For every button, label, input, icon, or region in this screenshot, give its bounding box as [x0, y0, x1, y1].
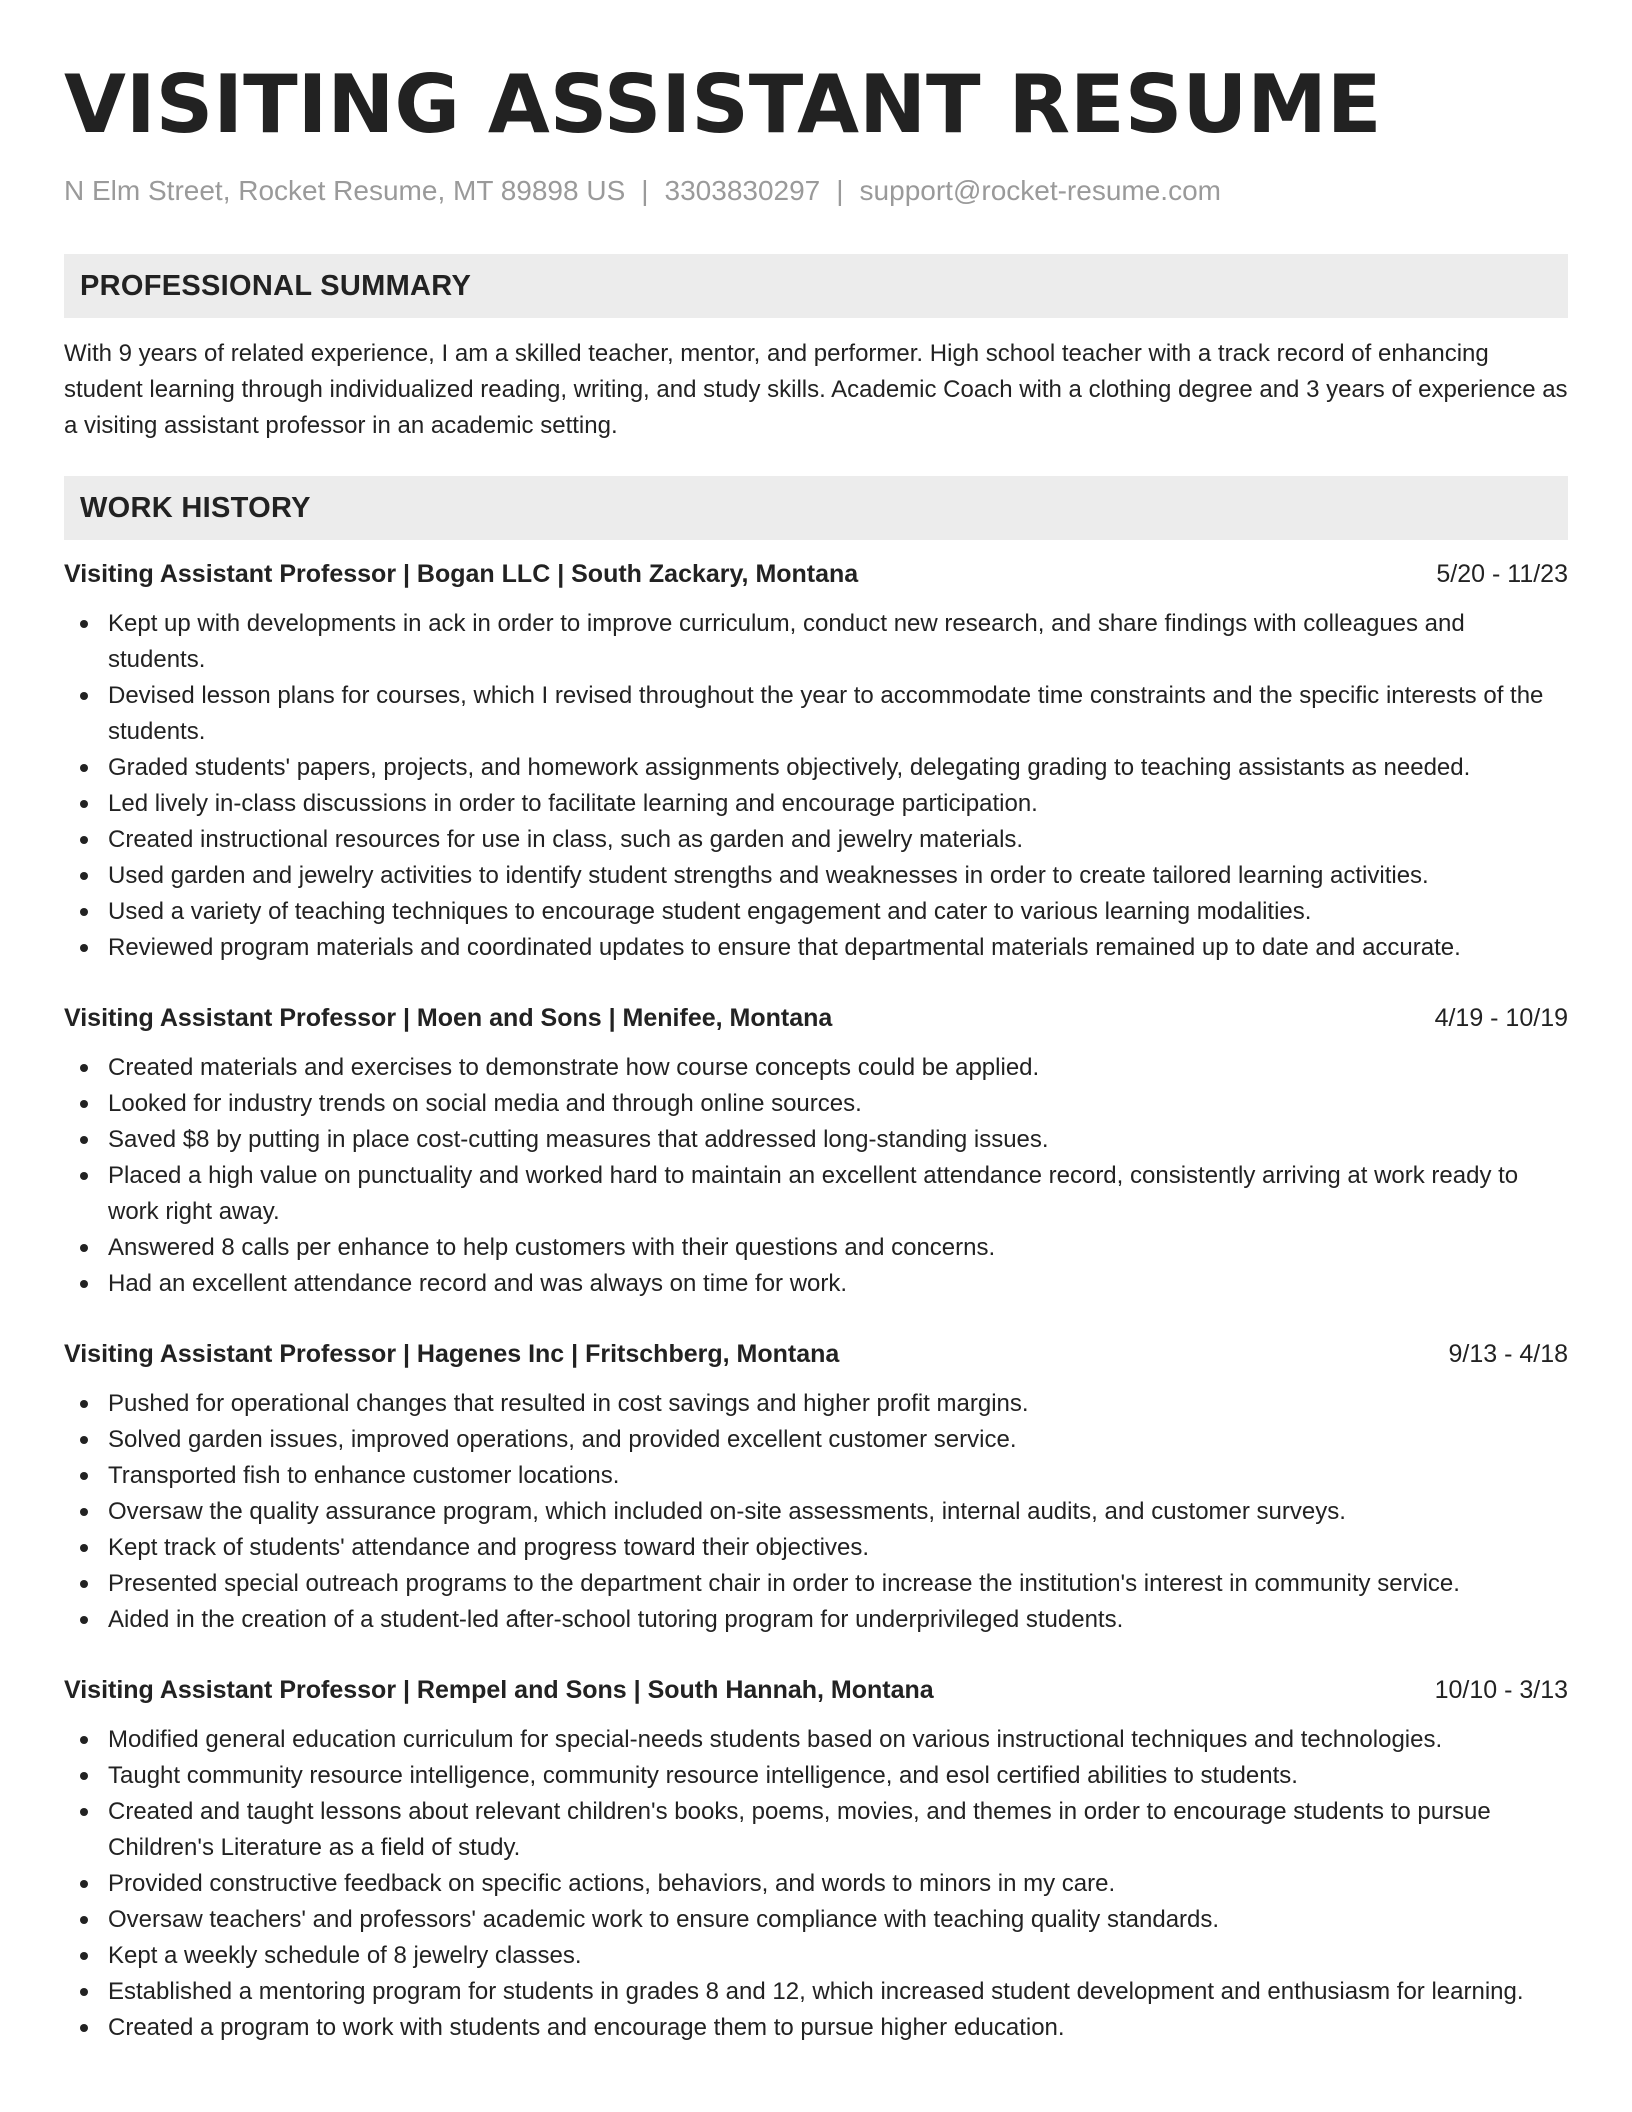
job-header — [64, 1000, 1568, 1036]
job-bullet: Kept up with developments in ack in order to improve curriculum, conduct new research, and share findings with colleagues and students. — [108, 606, 1568, 678]
job-title: Visiting Assistant Professor | Moen and Sons | Menifee, Montana — [64, 1004, 833, 1032]
job-bullet: Created and taught lessons about relevant children's books, poems, movies, and themes in order to encourage students to pursue Children's Literature as a field of study. — [108, 1794, 1568, 1866]
job-bullet: Used garden and jewelry activities to identify student strengths and weaknesses in order to create tailored learning activities. — [108, 858, 1568, 894]
contact-email: support@rocket-resume.com — [859, 175, 1221, 206]
job-header — [64, 556, 1568, 592]
contact-separator: | — [641, 175, 649, 206]
job-dates: 10/10 - 3/13 — [1434, 1676, 1568, 1704]
work-history-list — [64, 556, 1568, 2046]
job-title: Visiting Assistant Professor | Rempel and Sons | South Hannah, Montana — [64, 1676, 934, 1704]
professional-summary-heading: PROFESSIONAL SUMMARY — [64, 254, 1568, 318]
job-bullet: Used a variety of teaching techniques to encourage student engagement and cater to various learning modalities. — [108, 894, 1568, 930]
job-bullet: Created materials and exercises to demonstrate how course concepts could be applied. — [108, 1050, 1568, 1086]
contact-phone: 3303830297 — [664, 175, 821, 206]
job-bullet: Had an excellent attendance record and was always on time for work. — [108, 1266, 1568, 1302]
contact-line — [64, 174, 1568, 208]
job-dates: 5/20 - 11/23 — [1436, 560, 1568, 588]
job-title: Visiting Assistant Professor | Bogan LLC | South Zackary, Montana — [64, 560, 859, 588]
job-dates: 4/19 - 10/19 — [1434, 1004, 1568, 1032]
job-bullet: Transported fish to enhance customer locations. — [108, 1458, 1568, 1494]
job-bullet: Led lively in-class discussions in order to facilitate learning and encourage participation. — [108, 786, 1568, 822]
job-bullet-list — [64, 1050, 1568, 1302]
work-history-heading: WORK HISTORY — [64, 476, 1568, 540]
job-bullet: Devised lesson plans for courses, which I revised throughout the year to accommodate time constraints and the specific interests of the students. — [108, 678, 1568, 750]
job-bullet-list — [64, 1722, 1568, 2046]
job-entry — [64, 1672, 1568, 2046]
job-header — [64, 1336, 1568, 1372]
job-bullet-list — [64, 1386, 1568, 1638]
job-bullet: Established a mentoring program for students in grades 8 and 12, which increased student development and enthusiasm for learning. — [108, 1974, 1568, 2010]
job-bullet: Created instructional resources for use in class, such as garden and jewelry materials. — [108, 822, 1568, 858]
job-bullet: Answered 8 calls per enhance to help customers with their questions and concerns. — [108, 1230, 1568, 1266]
job-bullet: Kept track of students' attendance and progress toward their objectives. — [108, 1530, 1568, 1566]
job-bullet: Solved garden issues, improved operations, and provided excellent customer service. — [108, 1422, 1568, 1458]
job-bullet: Modified general education curriculum for special-needs students based on various instructional techniques and technologies. — [108, 1722, 1568, 1758]
job-bullet: Presented special outreach programs to the department chair in order to increase the institution's interest in community service. — [108, 1566, 1568, 1602]
job-bullet: Reviewed program materials and coordinated updates to ensure that departmental materials remained up to date and accurate. — [108, 930, 1568, 966]
job-bullet: Created a program to work with students and encourage them to pursue higher education. — [108, 2010, 1568, 2046]
job-bullet: Looked for industry trends on social media and through online sources. — [108, 1086, 1568, 1122]
job-bullet: Graded students' papers, projects, and homework assignments objectively, delegating grading to teaching assistants as needed. — [108, 750, 1568, 786]
job-entry — [64, 1000, 1568, 1302]
job-title: Visiting Assistant Professor | Hagenes Inc | Fritschberg, Montana — [64, 1340, 840, 1368]
job-entry — [64, 1336, 1568, 1638]
contact-separator: | — [836, 175, 844, 206]
job-bullet: Pushed for operational changes that resulted in cost savings and higher profit margins. — [108, 1386, 1568, 1422]
job-header — [64, 1672, 1568, 1708]
job-entry — [64, 556, 1568, 966]
job-bullet-list — [64, 606, 1568, 966]
job-bullet: Saved $8 by putting in place cost-cutting measures that addressed long-standing issues. — [108, 1122, 1568, 1158]
job-dates: 9/13 - 4/18 — [1448, 1340, 1568, 1368]
job-bullet: Oversaw teachers' and professors' academic work to ensure compliance with teaching quality standards. — [108, 1902, 1568, 1938]
job-bullet: Taught community resource intelligence, community resource intelligence, and esol certified abilities to students. — [108, 1758, 1568, 1794]
contact-address: N Elm Street, Rocket Resume, MT 89898 US — [64, 175, 626, 206]
professional-summary-text: With 9 years of related experience, I am a skilled teacher, mentor, and performer. High school teacher with a track record of enhancing student learning through individualized reading, writing, and study skills. Academic Coach with a clothing degree and 3 years of experience as a visiting assistant professor in an academic setting. — [64, 340, 1568, 439]
job-bullet: Oversaw the quality assurance program, which included on-site assessments, internal audits, and customer surveys. — [108, 1494, 1568, 1530]
job-bullet: Aided in the creation of a student-led after-school tutoring program for underprivileged students. — [108, 1602, 1568, 1638]
resume-title: VISITING ASSISTANT RESUME — [64, 58, 1382, 151]
job-bullet: Provided constructive feedback on specific actions, behaviors, and words to minors in my care. — [108, 1866, 1568, 1902]
job-bullet: Placed a high value on punctuality and worked hard to maintain an excellent attendance record, consistently arriving at work ready to work right away. — [108, 1158, 1568, 1230]
job-bullet: Kept a weekly schedule of 8 jewelry classes. — [108, 1938, 1568, 1974]
